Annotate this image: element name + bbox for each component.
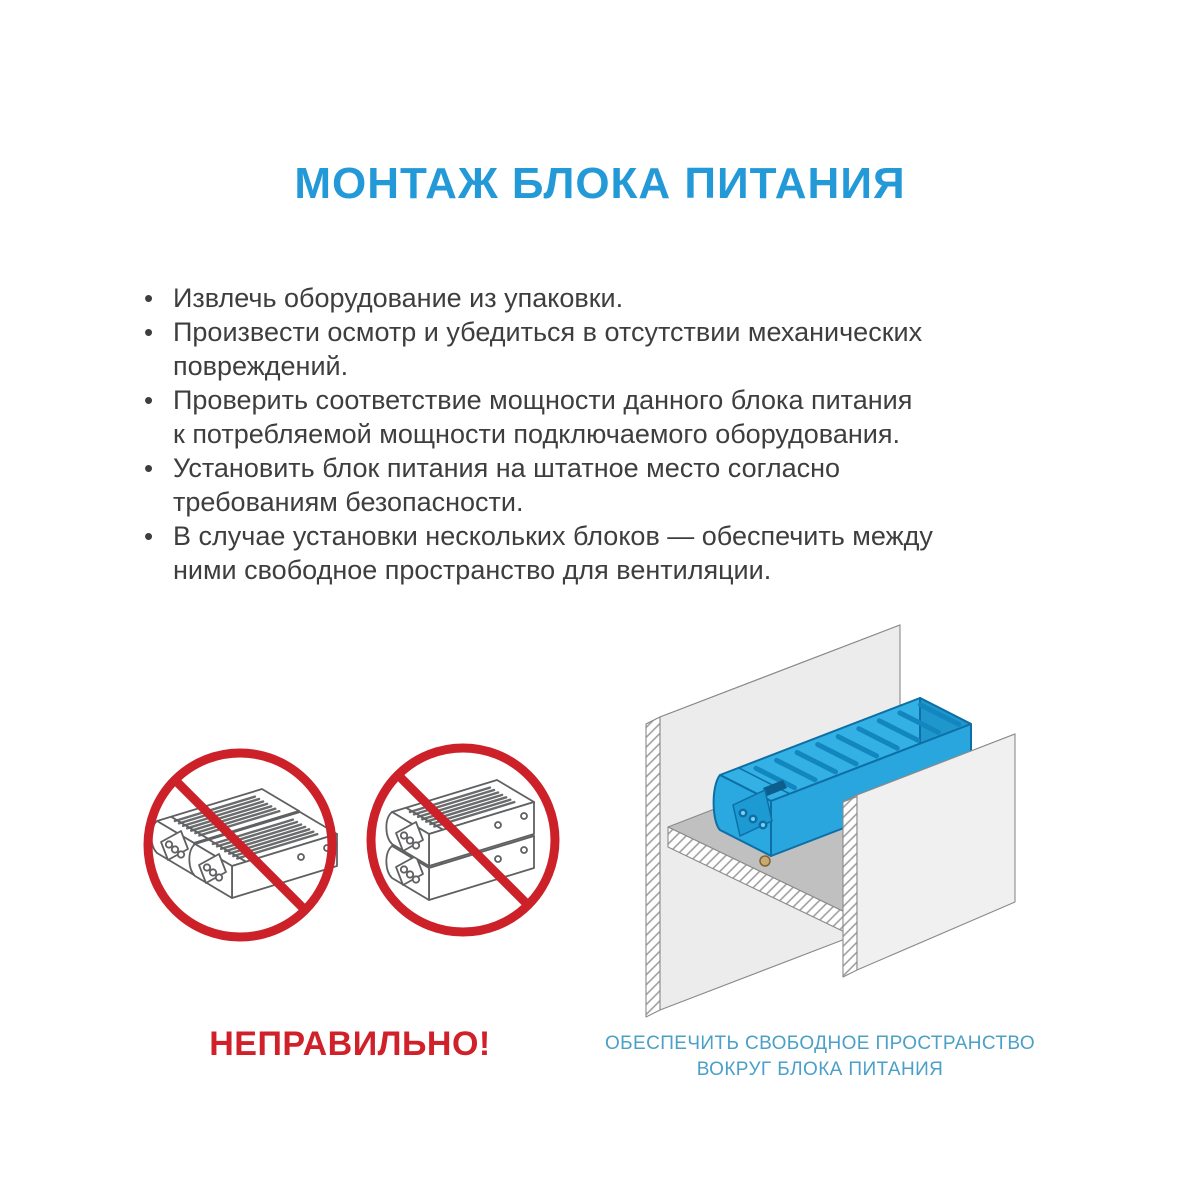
wrong-label: НЕПРАВИЛЬНО! <box>209 1025 491 1063</box>
instruction-item: • В случае установки нескольких блоков — обеспечить между ними свободное пространство для вентиляции. <box>142 519 1072 587</box>
correct-caption: ОБЕСПЕЧИТЬ СВОБОДНОЕ ПРОСТРАНСТВО ВОКРУГ БЛОКА ПИТАНИЯ <box>604 1033 1036 1080</box>
instruction-item: • Произвести осмотр и убедиться в отсутствии механических повреждений. <box>142 315 1072 383</box>
correct-mounting-figure <box>625 605 1045 1035</box>
instruction-item: • Установить блок питания на штатное место согласно требованиям безопасности. <box>142 451 1072 519</box>
page-title: МОНТАЖ БЛОКА ПИТАНИЯ <box>294 159 906 208</box>
instruction-item: • Проверить соответствие мощности данного блока питания к потребляемой мощности подключаемого оборудования. <box>142 383 1072 451</box>
instruction-list <box>142 281 1072 587</box>
prohibited-stacked-figure <box>358 735 568 945</box>
prohibited-side-by-side-figure <box>135 740 345 950</box>
instruction-item: • Извлечь оборудование из упаковки. <box>142 281 1072 315</box>
